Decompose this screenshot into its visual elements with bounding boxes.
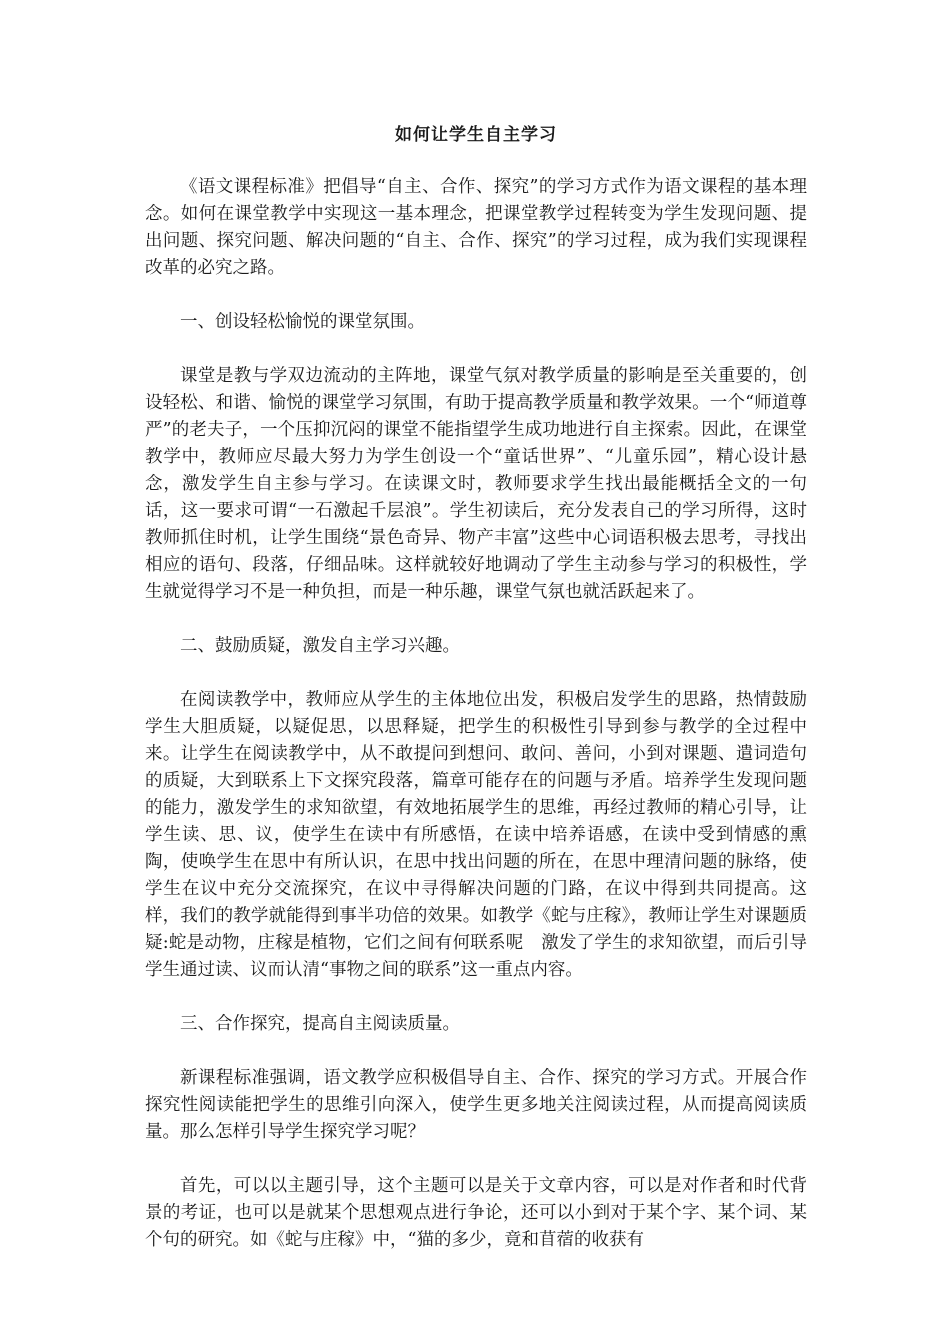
document-page <box>145 122 807 1281</box>
section-2-paragraph: 在阅读教学中，教师应从学生的主体地位出发，积极启发学生的思路，热情鼓励学生大胆质疑，以疑促思，以思释疑，把学生的积极性引导到参与教学的全过程中来。让学生在阅读教学中，从不敢提问到想问、敢问、善问，小到对课题、遣词造句的质疑，大到联系上下文探究段落，篇章可能存在的问题与矛盾。培养学生发现问题的能力，激发学生的求知欲望，有效地拓展学生的思维，再经过教师的精心引导，让学生读、思、议，使学生在读中有所感悟，在读中培养语感，在读中受到情感的熏陶，使唤学生在思中有所认识，在思中找出问题的所在，在思中理清问题的脉络，使学生在议中充分交流探究，在议中寻得解决问题的门路，在议中得到共同提高。这样，我们的教学就能得到事半功倍的效果。如教学《蛇与庄稼》，教师让学生对课题质疑:蛇是动物，庄稼是植物，它们之间有何联系呢 激发了学生的求知欲望，而后引导学生通过读、议而认清“事物之间的联系”这一重点内容。 <box>145 690 807 980</box>
intro-paragraph: 《语文课程标准》把倡导“自主、合作、探究”的学习方式作为语文课程的基本理念。如何在课堂教学中实现这一基本理念，把课堂教学过程转变为学生发现问题、提出问题、探究问题、解决问题的“自主、合作、探究”的学习过程，成为我们实现课程改革的必究之路。 <box>145 177 807 278</box>
section-heading-1: 一、创设轻松愉悦的课堂氛围。 <box>180 312 425 332</box>
document-title: 如何让学生自主学习 <box>395 125 557 145</box>
section-3-paragraph-1: 新课程标准强调，语文教学应积极倡导自主、合作、探究的学习方式。开展合作探究性阅读能把学生的思维引向深入，使学生更多地关注阅读过程，从而提高阅读质量。那么怎样引导学生探究学习呢？ <box>145 1068 807 1142</box>
section-heading-2: 二、鼓励质疑，激发自主学习兴趣。 <box>180 636 460 656</box>
section-3-paragraph-2: 首先，可以以主题引导，这个主题可以是关于文章内容，可以是对作者和时代背景的考证，也可以是就某个思想观点进行争论，还可以小到对于某个字、某个词、某个句的研究。如《蛇与庄稼》中，“猫的多少，竟和苜蓿的收获有 <box>145 1176 807 1250</box>
section-1-paragraph: 课堂是教与学双边流动的主阵地，课堂气氛对教学质量的影响是至关重要的，创设轻松、和谐、愉悦的课堂学习氛围，有助于提高教学质量和教学效果。一个“师道尊严”的老夫子，一个压抑沉闷的课堂不能指望学生成功地进行自主探索。因此，在课堂教学中，教师应尽最大努力为学生创设一个“童话世界”、“儿童乐园”，精心设计悬念，激发学生自主参与学习。在读课文时，教师要求学生找出最能概括全文的一句话，这一要求可谓“一石激起千层浪”。学生初读后，充分发表自己的学习所得，这时教师抓住时机，让学生围绕“景色奇异、物产丰富”这些中心词语积极去思考，寻找出相应的语句、段落，仔细品味。这样就较好地调动了学生主动参与学习的积极性，学生就觉得学习不是一种负担，而是一种乐趣，课堂气氛也就活跃起来了。 <box>145 366 807 602</box>
section-heading-3: 三、合作探究，提高自主阅读质量。 <box>180 1014 460 1034</box>
